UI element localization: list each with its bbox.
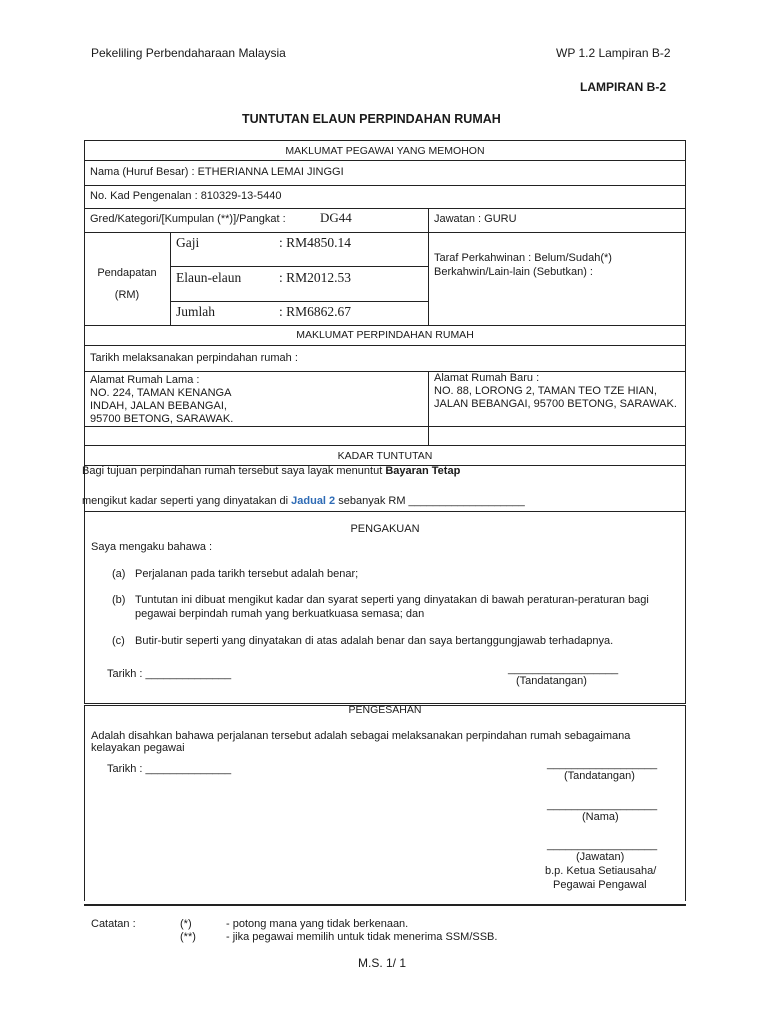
alamat-baru	[434, 372, 677, 411]
alamat-lama-line: INDAH, JALAN BEBANGAI,	[90, 400, 227, 412]
rate-line-2-text: mengikut kadar seperti yang dinyatakan di	[82, 495, 289, 507]
item-a-text: Perjalanan pada tarikh tersebut adalah benar;	[135, 568, 359, 580]
header-right: WP 1.2 Lampiran B-2	[556, 46, 671, 60]
rule	[84, 160, 686, 161]
note-2-text: - jika pegawai memilih untuk tidak menerima SSM/SSB.	[226, 931, 498, 943]
item-b-text-1: Tuntutan ini dibuat mengikut kadar dan syarat seperti yang dinyatakan di bawah peraturan-peraturan bagi	[135, 594, 649, 606]
declaration-sign-line: __________________	[508, 663, 619, 675]
section-heading-move: MAKLUMAT PERPINDAHAN RUMAH	[296, 329, 474, 341]
verification-name-label: (Nama)	[582, 811, 619, 823]
rule	[84, 325, 686, 326]
elaun-value: : RM2012.53	[279, 270, 352, 285]
gred-value: DG44	[320, 210, 352, 225]
frame-right-2	[685, 705, 686, 901]
rule	[170, 301, 428, 302]
item-b-text-2: pegawai berpindah rumah yang berkuatkuasa semasa; dan	[135, 608, 425, 620]
note-1-mark: (*)	[180, 918, 192, 930]
lampiran-label: LAMPIRAN B-2	[580, 80, 666, 94]
section-heading-verification: PENGESAHAN	[348, 704, 422, 716]
verification-jawatan-label: (Jawatan)	[576, 851, 625, 863]
frame-right	[685, 140, 686, 703]
rate-line-1-text: Bagi tujuan perpindahan rumah tersebut saya layak menuntut	[82, 465, 383, 477]
verification-sign-line: __________________	[547, 758, 658, 770]
rule	[84, 904, 686, 906]
pendapatan-label: Pendapatan	[97, 267, 157, 279]
note-1-text: - potong mana yang tidak berkenaan.	[226, 918, 409, 930]
verification-sign-label: (Tandatangan)	[564, 770, 635, 782]
page-number: M.S. 1/ 1	[358, 956, 407, 970]
col-divider	[428, 371, 429, 445]
note-2-mark: (**)	[180, 931, 196, 943]
jawatan-field: Jawatan : GURU	[434, 213, 517, 225]
section-heading-rate: KADAR TUNTUTAN	[337, 450, 433, 462]
rule	[84, 426, 686, 427]
taraf-line-1: Taraf Perkahwinan : Belum/Sudah(*)	[434, 252, 612, 264]
verification-jawatan-line: __________________	[547, 839, 658, 851]
declaration-intro: Saya mengaku bahawa :	[91, 541, 213, 553]
alamat-baru-line: NO. 88, LORONG 2, TAMAN TEO TZE HIAN,	[434, 385, 657, 397]
bp-line-2: Pegawai Pengawal	[553, 879, 647, 891]
section-heading-declaration: PENGAKUAN	[350, 523, 420, 535]
frame-left-2	[84, 705, 85, 901]
rate-line-1	[82, 465, 460, 477]
rate-line-2	[82, 495, 525, 507]
rule	[84, 232, 686, 233]
taraf-line-2: Berkahwin/Lain-lain (Sebutkan) :	[434, 266, 593, 278]
kad-field: No. Kad Pengenalan : 810329-13-5440	[90, 190, 282, 202]
jumlah-value: : RM6862.67	[279, 304, 352, 319]
verification-tarikh: Tarikh : ______________	[107, 763, 232, 775]
rule	[84, 511, 686, 512]
gaji-label: Gaji	[176, 235, 200, 250]
verification-text-2: kelayakan pegawai	[91, 742, 185, 754]
gaji-value: : RM4850.14	[279, 235, 352, 250]
alamat-lama	[90, 374, 233, 426]
rule	[84, 345, 686, 346]
page-title: TUNTUTAN ELAUN PERPINDAHAN RUMAH	[242, 112, 501, 126]
bp-line-1: b.p. Ketua Setiausaha/	[545, 865, 657, 877]
alamat-lama-line: 95700 BETONG, SARAWAK.	[90, 413, 234, 425]
section-heading-applicant: MAKLUMAT PEGAWAI YANG MEMOHON	[285, 145, 485, 157]
jadual-2-link[interactable]: Jadual 2	[291, 495, 336, 507]
gred-label: Gred/Kategori/[Kumpulan (**)]/Pangkat :	[90, 213, 286, 225]
notes-label: Catatan :	[91, 918, 136, 930]
item-c-text: Butir-butir seperti yang dinyatakan di atas adalah benar dan saya bertanggungjawab terhadapnya.	[135, 635, 614, 647]
declaration-sign-label: (Tandatangan)	[516, 675, 587, 687]
nama-field: Nama (Huruf Besar) : ETHERIANNA LEMAI JINGGI	[90, 166, 344, 178]
elaun-label: Elaun-elaun	[176, 270, 242, 285]
pendapatan-unit: (RM)	[114, 289, 140, 301]
verification-text-1: Adalah disahkan bahawa perjalanan tersebut adalah sebagai melaksanakan perpindahan rumah sebagaimana	[91, 730, 631, 742]
col-divider	[170, 232, 171, 325]
tarikh-pindah: Tarikh melaksanakan perpindahan rumah :	[90, 352, 298, 364]
frame-left	[84, 140, 85, 703]
header-left: Pekeliling Perbendaharaan Malaysia	[91, 46, 286, 60]
rule	[170, 266, 428, 267]
item-b-mark: (b)	[112, 594, 126, 606]
rule	[84, 140, 686, 141]
item-c-mark: (c)	[112, 635, 125, 647]
col-divider	[428, 208, 429, 325]
alamat-lama-label: Alamat Rumah Lama :	[90, 374, 200, 386]
rule	[84, 445, 686, 446]
rule	[84, 185, 686, 186]
rule	[84, 208, 686, 209]
item-a-mark: (a)	[112, 568, 126, 580]
alamat-baru-label: Alamat Rumah Baru :	[434, 372, 540, 384]
bayaran-tetap: Bayaran Tetap	[385, 465, 461, 477]
declaration-tarikh: Tarikh : ______________	[107, 668, 232, 680]
rate-line-2-amount: sebanyak RM ___________________	[338, 495, 525, 507]
alamat-lama-line: NO. 224, TAMAN KENANGA	[90, 387, 232, 399]
verification-name-line: __________________	[547, 799, 658, 811]
jumlah-label: Jumlah	[176, 304, 215, 319]
alamat-baru-line: JALAN BEBANGAI, 95700 BETONG, SARAWAK.	[434, 398, 677, 410]
